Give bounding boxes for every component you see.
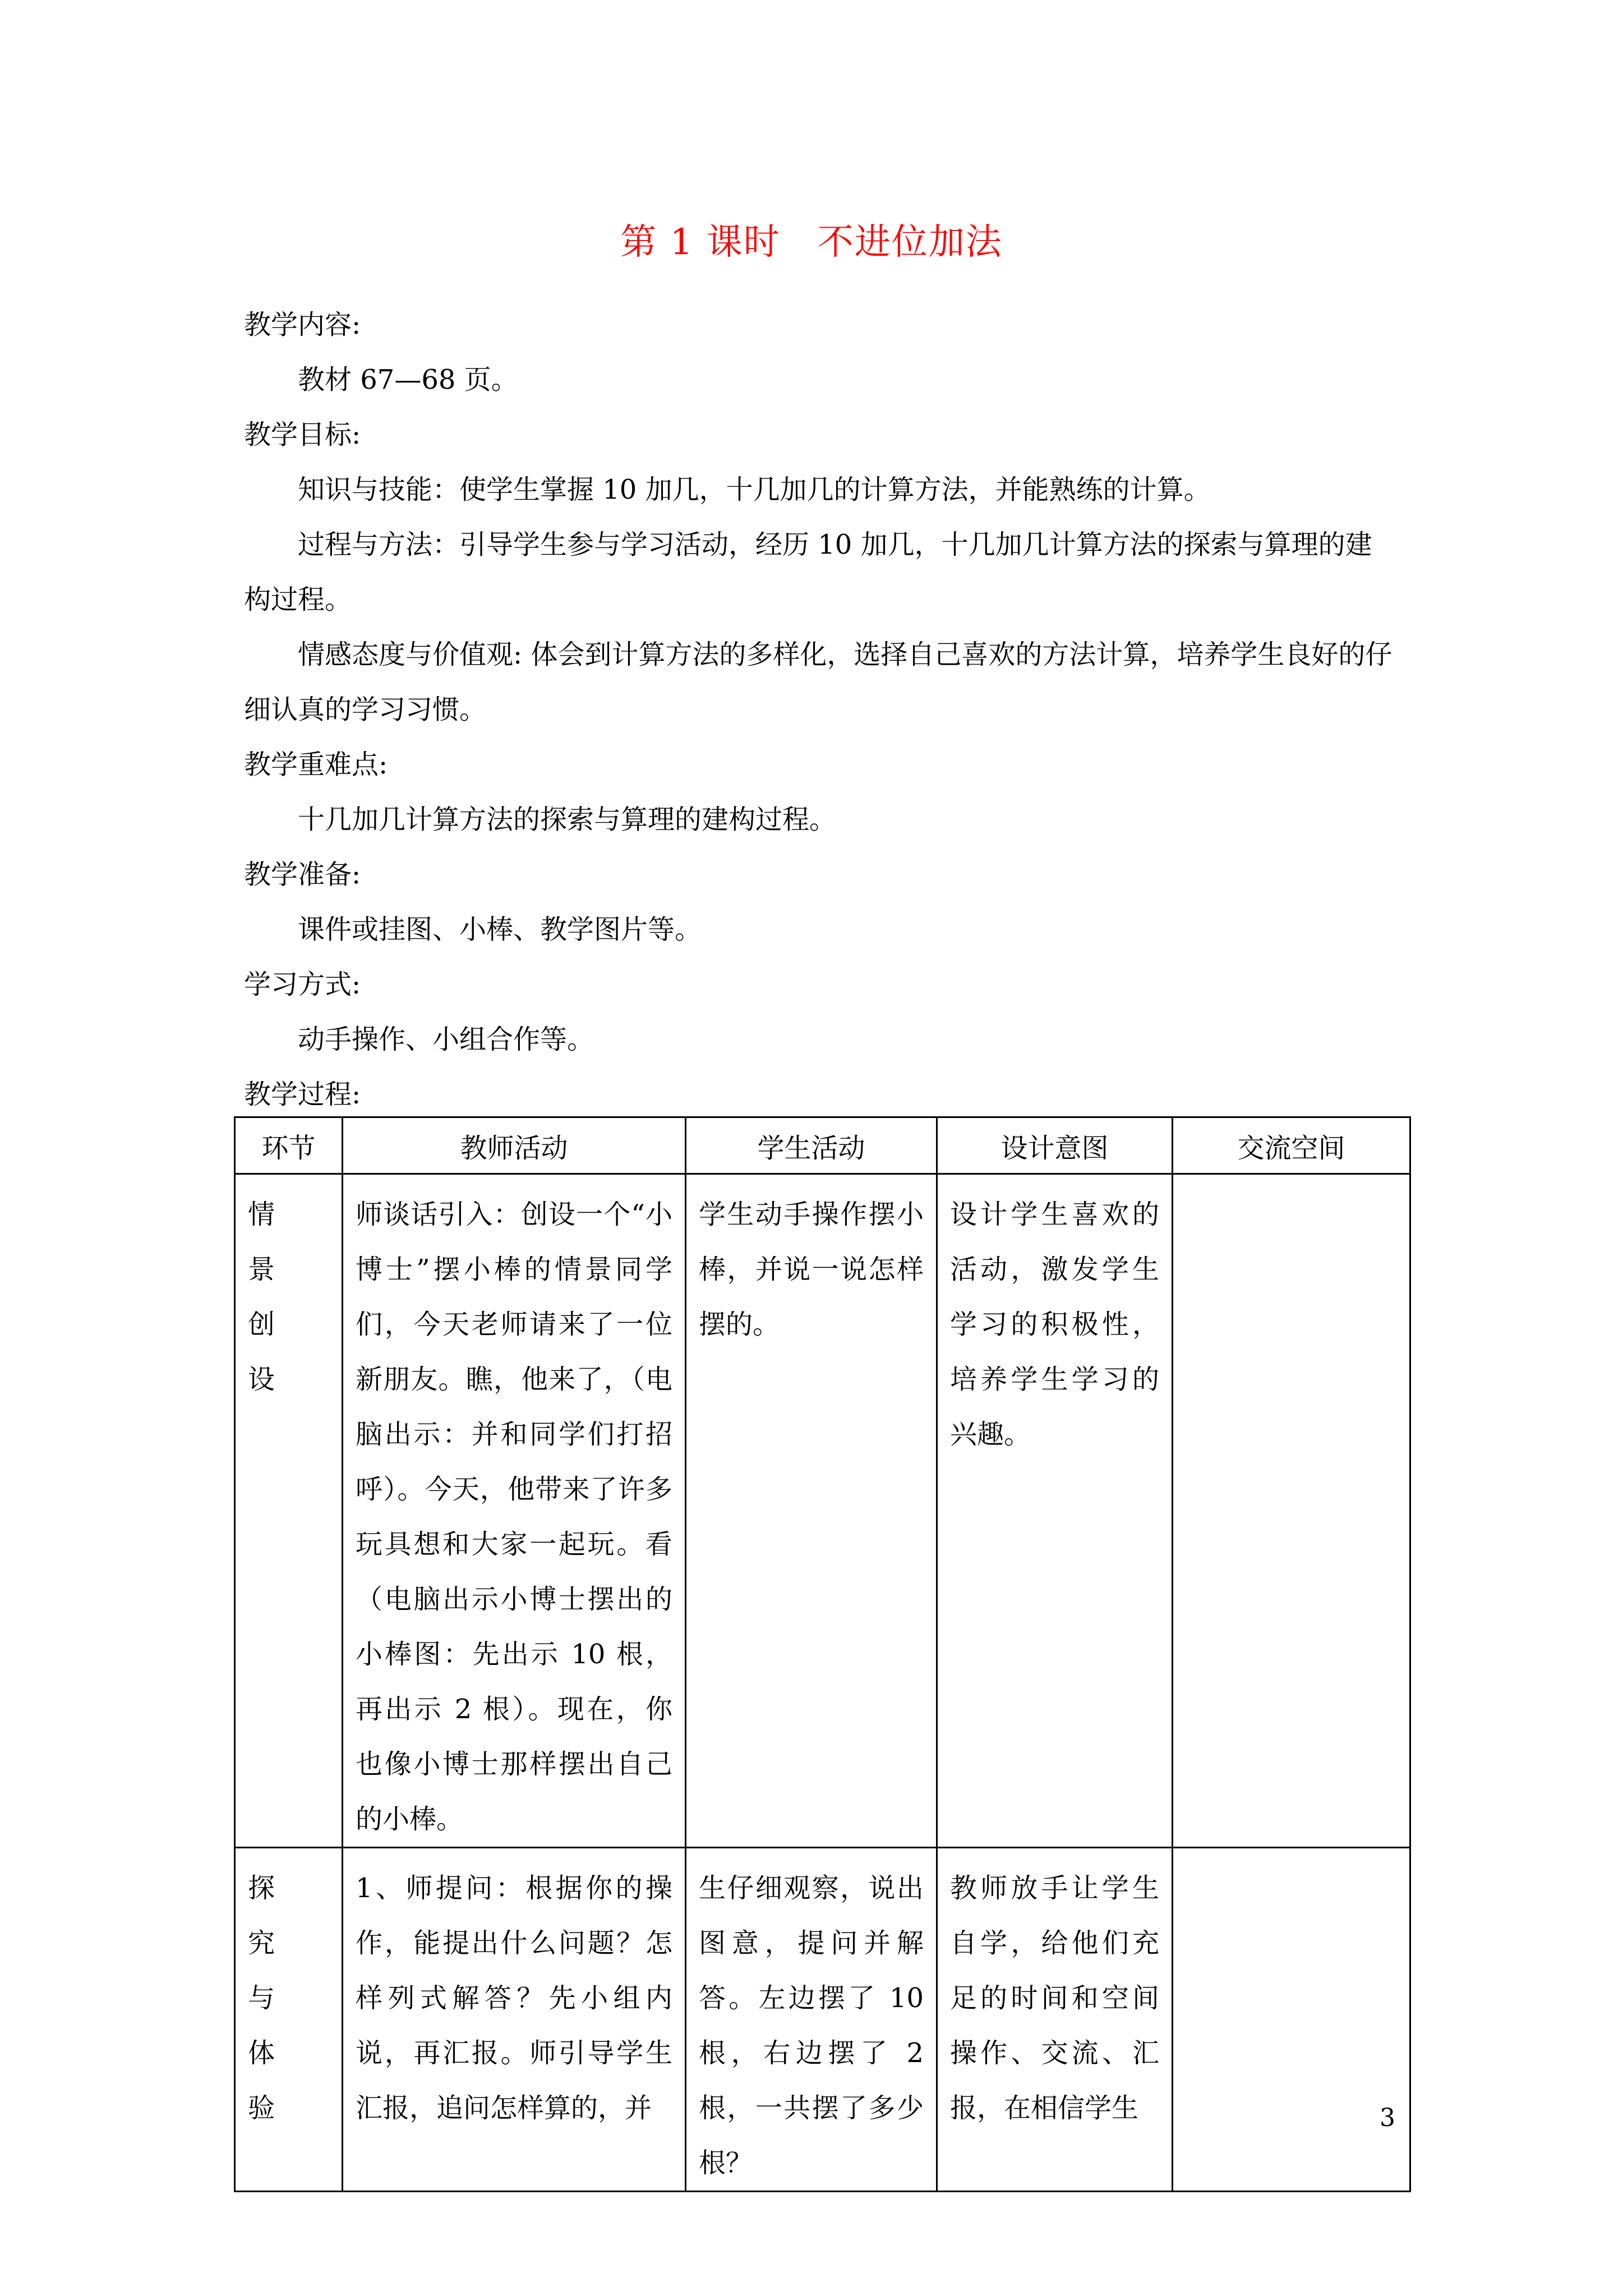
section-char: 创 bbox=[248, 1309, 275, 1340]
section-char: 体 bbox=[248, 2037, 275, 2069]
key-text: 十几加几计算方法的探索与算理的建构过程。 bbox=[298, 804, 837, 835]
exchange-space-cell bbox=[1173, 1848, 1410, 2192]
table-row bbox=[235, 1848, 1410, 2192]
method-label: 学习方式: bbox=[244, 969, 361, 1000]
student-activity-cell: 学生动手操作摆小棒，并说一说怎样摆的。 bbox=[686, 1174, 937, 1848]
section-char: 设 bbox=[248, 1364, 275, 1395]
student-activity-cell: 生仔细观察，说出图意，提问并解答。左边摆了 10 根，右边摆了 2 根，一共摆了多少根？ bbox=[686, 1848, 937, 2192]
design-intent-cell: 教师放手让学生自学，给他们充足的时间和空间操作、交流、汇报，在相信学生 bbox=[937, 1848, 1173, 2192]
section-char: 与 bbox=[248, 1982, 275, 2014]
table-row bbox=[235, 1174, 1410, 1848]
table-header-row bbox=[235, 1117, 1410, 1174]
section-char: 验 bbox=[248, 2092, 275, 2124]
prep-text: 课件或挂图、小棒、教学图片等。 bbox=[298, 914, 702, 945]
teacher-activity-cell: 师谈话引入：创设一个“小博士”摆小棒的情景同学们，今天老师请来了一位新朋友。瞧，他来了，（电脑出示：并和同学们打招呼）。今天，他带来了许多玩具想和大家一起玩。看（电脑出示小博士摆出的小棒图：先出示 10 根，再出示 2 根）。现在，你也像小博士那样摆出自己的小棒。 bbox=[343, 1174, 686, 1848]
goals-label: 教学目标: bbox=[244, 419, 361, 450]
header-section: 环节 bbox=[235, 1117, 343, 1174]
header-student-activity: 学生活动 bbox=[686, 1117, 937, 1174]
content-label: 教学内容: bbox=[244, 309, 361, 341]
design-intent-cell: 设计学生喜欢的活动，激发学生学习的积极性，培养学生学习的兴趣。 bbox=[937, 1174, 1173, 1848]
header-design-intent: 设计意图 bbox=[937, 1117, 1173, 1174]
section-cell bbox=[235, 1848, 343, 2192]
key-label: 教学重难点: bbox=[244, 749, 388, 780]
process-label: 教学过程: bbox=[244, 1079, 361, 1110]
goal-emotion: 情感态度与价值观: 体会到计算方法的多样化，选择自己喜欢的方法计算，培养学生良好的仔细认真的学习习惯。 bbox=[244, 639, 1393, 725]
section-char: 究 bbox=[248, 1927, 275, 1959]
content-text: 教材 67—68 页。 bbox=[298, 364, 518, 395]
goal-process: 过程与方法：引导学生参与学习活动，经历 10 加几，十几加几计算方法的探索与算理的建构过程。 bbox=[244, 529, 1372, 615]
teacher-activity-cell: 1、师提问：根据你的操作，能提出什么问题？怎样列式解答？先小组内说，再汇报。师引导学生汇报，追问怎样算的，并 bbox=[343, 1848, 686, 2192]
lesson-title: 第 1 课时 不进位加法 bbox=[620, 222, 1003, 263]
header-exchange-space: 交流空间 bbox=[1173, 1117, 1410, 1174]
section-char: 情 bbox=[248, 1199, 275, 1230]
section-cell bbox=[235, 1174, 343, 1848]
header-teacher-activity: 教师活动 bbox=[343, 1117, 686, 1174]
lesson-body bbox=[244, 297, 1394, 1122]
method-text: 动手操作、小组合作等。 bbox=[298, 1024, 594, 1055]
page-number: 3 bbox=[1380, 2104, 1395, 2132]
section-char: 景 bbox=[248, 1254, 275, 1285]
section-char: 探 bbox=[248, 1872, 275, 1904]
prep-label: 教学准备: bbox=[244, 859, 361, 890]
process-table bbox=[234, 1116, 1411, 2192]
exchange-space-cell bbox=[1173, 1174, 1410, 1848]
goal-knowledge: 知识与技能：使学生掌握 10 加几，十几加几的计算方法，并能熟练的计算。 bbox=[298, 474, 1211, 505]
